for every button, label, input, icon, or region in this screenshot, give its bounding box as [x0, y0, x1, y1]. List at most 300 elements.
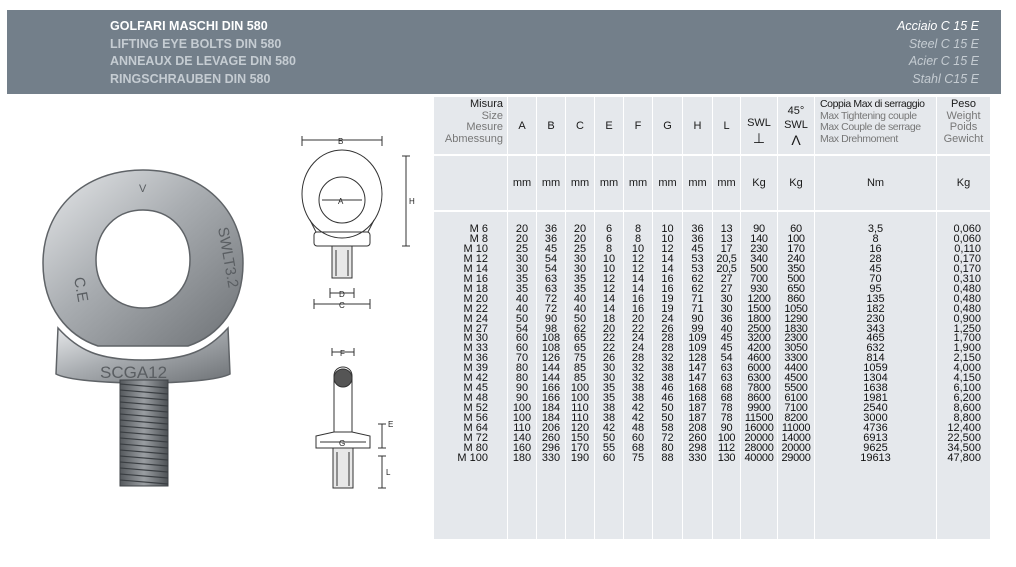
A-cell: 70 [515, 352, 529, 365]
swl-cell: 3200 [747, 332, 771, 345]
A-cell: 54 [515, 322, 529, 335]
B-cell: 36 [544, 232, 558, 245]
G-cell: 10 [661, 232, 674, 245]
torque-cell: 182 [866, 302, 885, 315]
swl45-cell: 650 [787, 282, 805, 295]
H-cell: 168 [688, 392, 707, 405]
weight-cell: 12,400 [947, 422, 981, 435]
swl45-cell: 3300 [784, 352, 808, 365]
G-cell: 24 [661, 312, 674, 325]
B-cell: 144 [541, 372, 561, 385]
H-cell: 109 [688, 342, 707, 355]
G-cell: 14 [661, 252, 674, 265]
material-block [897, 18, 979, 88]
spec-table [434, 97, 990, 539]
weight-column [937, 225, 981, 464]
B-cell: 260 [541, 432, 561, 445]
L-cell: 36 [720, 312, 733, 325]
L-cell: 63 [720, 372, 733, 385]
G-cell: 16 [661, 282, 674, 295]
title-fr: ANNEAUX DE LEVAGE DIN 580 [110, 54, 296, 69]
size-column [434, 225, 488, 464]
swl45-cell: 500 [787, 272, 805, 285]
side-view-section [334, 369, 352, 387]
L-cell: 90 [720, 422, 733, 435]
col-header-a: A [518, 120, 526, 132]
H-cell: 99 [691, 322, 704, 335]
H-cell: 187 [688, 402, 707, 415]
E-cell: 60 [602, 451, 616, 464]
F-cell: 16 [631, 302, 645, 315]
E-cell: 30 [602, 362, 616, 375]
F-cell: 32 [631, 372, 645, 385]
E-cell: 18 [602, 312, 616, 325]
weight-cell: 0,480 [953, 302, 981, 315]
L-cell: 45 [720, 332, 733, 345]
G-cell: 28 [661, 332, 674, 345]
swl45-cell: 1050 [784, 302, 808, 315]
H-cell: 128 [688, 352, 707, 365]
F-cell: 12 [631, 252, 645, 265]
G-cell: 14 [661, 262, 674, 275]
C-cell: 65 [573, 342, 587, 355]
torque-cell: 1059 [863, 362, 888, 375]
unit-e: mm [599, 177, 619, 189]
swl-cell: 40000 [744, 451, 774, 464]
F-cell: 42 [631, 412, 645, 425]
swl45-cell: 350 [787, 262, 805, 275]
swl-cell: 340 [750, 252, 768, 265]
dim-label-l: L [386, 468, 391, 477]
swl-cell: 500 [750, 262, 768, 275]
B-cell: 166 [541, 382, 561, 395]
A-cell: 140 [512, 432, 532, 445]
F-cell: 38 [631, 392, 645, 405]
L-cell: 20,5 [716, 262, 737, 275]
L-cell: 68 [720, 392, 733, 405]
L-cell: 68 [720, 382, 733, 395]
swl45-cell: 100 [787, 232, 805, 245]
G-cell: 50 [661, 402, 674, 415]
torque-cell: 2540 [863, 402, 888, 415]
C-cell: 62 [573, 322, 587, 335]
A-cell: 40 [515, 292, 529, 305]
weight-cell: 1,250 [953, 322, 981, 335]
E-cell: 38 [602, 412, 616, 425]
A-cell: 80 [515, 362, 529, 375]
L-cell: 112 [718, 441, 735, 454]
weight-cell: 8,800 [953, 412, 981, 425]
col-header-swl: SWL ⊥ [747, 117, 771, 146]
H-cell: 147 [688, 372, 707, 385]
weight-cell: 2,150 [953, 352, 981, 365]
swl45-cell: 20000 [781, 441, 811, 454]
B-cell: 63 [544, 272, 558, 285]
weight-cell: 1,700 [953, 332, 981, 345]
E-cell: 35 [602, 382, 616, 395]
G-cell: 58 [661, 422, 674, 435]
L-cell: 17 [720, 242, 733, 255]
E-cell: 22 [602, 342, 616, 355]
B-cell: 45 [544, 242, 558, 255]
title-en: LIFTING EYE BOLTS DIN 580 [110, 36, 282, 51]
size-cell: M 22 [463, 302, 488, 315]
G-cell: 12 [661, 242, 674, 255]
L-cell: 40 [720, 322, 733, 335]
G-cell: 10 [661, 223, 674, 235]
C-cell: 35 [573, 282, 587, 295]
swl45-cell: 4500 [784, 372, 808, 385]
weight-cell: 6,200 [953, 392, 981, 405]
A-cell: 100 [512, 412, 532, 425]
swl-vertical-icon: ⊥ [752, 130, 766, 146]
torque-cell: 95 [869, 282, 882, 295]
E-cell: 12 [602, 272, 616, 285]
H-cell: 53 [691, 252, 704, 265]
torque-cell: 3,5 [867, 223, 884, 235]
marking-bottom: SCGA12 [100, 363, 168, 382]
swl-cell: 2500 [747, 322, 771, 335]
torque-cell: 1304 [863, 372, 888, 385]
swl45-cell: 1830 [784, 322, 808, 335]
torque-cell: 465 [866, 332, 885, 345]
swl-cell: 6300 [747, 372, 771, 385]
size-cell: M 30 [463, 332, 488, 345]
size-cell: M 20 [463, 292, 488, 305]
marking-top: V [139, 183, 147, 195]
size-cell: M 18 [463, 282, 488, 295]
F-cell: 20 [631, 312, 645, 325]
swl45-cell: 1290 [784, 312, 808, 325]
weight-cell: 4,150 [953, 372, 981, 385]
swl-cell: 1200 [747, 292, 771, 305]
H-cell: 36 [691, 232, 704, 245]
torque-cell: 19613 [860, 451, 891, 464]
swl-cell: 16000 [744, 422, 774, 435]
B-cell: 54 [544, 262, 558, 275]
A-cell: 60 [515, 332, 529, 345]
weight-cell: 4,000 [953, 362, 981, 375]
C-cell: 110 [571, 412, 589, 425]
swl-cell: 700 [750, 272, 768, 285]
F-cell: 68 [631, 441, 645, 454]
A-cell: 30 [515, 262, 529, 275]
torque-cell: 6913 [863, 432, 888, 445]
swl-column [741, 225, 777, 464]
dim-label-c: C [339, 301, 345, 310]
L-cell: 13 [720, 232, 733, 245]
G-cell: 46 [661, 382, 674, 395]
weight-cell: 0,310 [953, 272, 981, 285]
L-cell: 13 [720, 223, 733, 235]
F-cell: 24 [631, 342, 645, 355]
swl45-cell: 5500 [784, 382, 808, 395]
F-cell: 12 [631, 262, 645, 275]
eye-bolt-photo [38, 168, 248, 498]
torque-cell: 1638 [863, 382, 888, 395]
side-view-shank [333, 448, 353, 488]
F-cell: 10 [631, 242, 645, 255]
c-column [566, 225, 594, 464]
B-cell: 184 [541, 412, 561, 425]
torque-cell: 9625 [863, 441, 888, 454]
dim-label-f: F [340, 349, 345, 358]
H-cell: 45 [691, 242, 704, 255]
h-column [683, 225, 712, 464]
torque-cell: 4736 [863, 422, 888, 435]
swl45-cell: 7100 [784, 402, 808, 415]
A-cell: 160 [512, 441, 532, 454]
G-cell: 19 [661, 302, 674, 315]
size-cell: M 64 [463, 422, 488, 435]
swl-cell: 7800 [747, 382, 771, 395]
C-cell: 40 [573, 292, 587, 305]
E-cell: 30 [602, 372, 616, 385]
B-cell: 126 [541, 352, 561, 365]
weight-cell: 22,500 [947, 432, 981, 445]
L-cell: 20,5 [716, 252, 737, 265]
F-cell: 48 [631, 422, 645, 435]
B-cell: 90 [544, 312, 558, 325]
eye-ring [43, 170, 243, 346]
C-cell: 65 [573, 332, 587, 345]
C-cell: 40 [573, 302, 587, 315]
swl-cell: 1500 [747, 302, 771, 315]
B-cell: 63 [544, 282, 558, 295]
G-cell: 46 [661, 392, 674, 405]
torque-cell: 3000 [863, 412, 888, 425]
torque-cell: 16 [869, 242, 882, 255]
swl-cell: 4600 [747, 352, 771, 365]
size-cell: M 24 [463, 312, 488, 325]
C-cell: 170 [570, 441, 590, 454]
C-cell: 85 [573, 362, 587, 375]
A-cell: 40 [515, 302, 529, 315]
weight-cell: 0,060 [953, 223, 981, 235]
F-cell: 16 [631, 292, 645, 305]
L-cell: 27 [720, 282, 733, 295]
weight-cell: 1,900 [953, 342, 981, 355]
A-cell: 180 [512, 451, 532, 464]
weight-cell: 0,480 [953, 292, 981, 305]
F-cell: 14 [631, 272, 645, 285]
C-cell: 30 [573, 262, 587, 275]
swl45-cell: 14000 [781, 432, 811, 445]
size-cell: M 16 [463, 272, 488, 285]
torque-cell: 28 [869, 252, 882, 265]
torque-cell: 45 [869, 262, 882, 275]
size-cell: M 6 [469, 223, 488, 235]
swl-cell: 20000 [744, 432, 774, 445]
C-cell: 35 [573, 272, 587, 285]
title-it: GOLFARI MASCHI DIN 580 [110, 19, 268, 33]
E-cell: 6 [605, 223, 613, 235]
dim-label-d: D [339, 290, 345, 299]
material-en: Steel C 15 E [908, 36, 979, 51]
C-cell: 85 [573, 372, 587, 385]
B-cell: 206 [541, 422, 561, 435]
size-cell: M 42 [463, 372, 488, 385]
size-cell: M 36 [463, 352, 488, 365]
B-cell: 296 [541, 441, 561, 454]
torque-cell: 632 [866, 342, 885, 355]
swl-cell: 6000 [747, 362, 771, 375]
torque-cell: 70 [869, 272, 882, 285]
weight-cell: 8,600 [953, 402, 981, 415]
F-cell: 24 [631, 332, 645, 345]
size-cell: M 12 [463, 252, 488, 265]
F-cell: 42 [631, 402, 645, 415]
swl-cell: 11500 [744, 412, 774, 425]
front-view-ring [302, 150, 382, 238]
dim-label-g: G [339, 439, 346, 448]
F-cell: 60 [631, 432, 645, 445]
L-cell: 130 [717, 451, 736, 464]
L-cell: 54 [720, 352, 733, 365]
marking-left: C.E [70, 275, 92, 304]
E-cell: 35 [602, 392, 616, 405]
size-cell: M 33 [463, 342, 488, 355]
weight-cell: 0,900 [953, 312, 981, 325]
C-cell: 20 [573, 232, 587, 245]
size-cell: M 27 [463, 322, 488, 335]
unit-b: mm [541, 177, 561, 189]
swl45-cell: 240 [787, 252, 805, 265]
H-cell: 36 [691, 223, 704, 235]
C-cell: 50 [573, 312, 587, 325]
E-cell: 42 [602, 422, 616, 435]
B-cell: 54 [544, 252, 558, 265]
E-cell: 22 [602, 332, 616, 345]
F-cell: 14 [631, 282, 645, 295]
C-cell: 100 [570, 382, 590, 395]
weight-cell: 0,060 [953, 232, 981, 245]
G-cell: 28 [661, 342, 674, 355]
A-cell: 35 [515, 272, 529, 285]
C-cell: 120 [570, 422, 590, 435]
swl-cell: 140 [750, 232, 768, 245]
L-cell: 78 [720, 412, 733, 425]
title-de: RINGSCHRAUBEN DIN 580 [110, 71, 271, 86]
torque-cell: 135 [866, 292, 885, 305]
G-cell: 50 [661, 412, 674, 425]
G-cell: 72 [661, 432, 674, 445]
title-block [110, 18, 296, 88]
swl45-cell: 6100 [784, 392, 808, 405]
torque-cell: 814 [866, 352, 885, 365]
size-cell: M 14 [463, 262, 488, 275]
B-cell: 108 [541, 332, 561, 345]
G-cell: 38 [661, 372, 674, 385]
size-cell: M 72 [463, 432, 488, 445]
swl-cell: 930 [750, 282, 768, 295]
B-cell: 330 [541, 451, 561, 464]
H-cell: 53 [691, 262, 704, 275]
A-cell: 100 [512, 402, 532, 415]
F-cell: 22 [631, 322, 645, 335]
G-cell: 16 [661, 272, 674, 285]
swl-angle-icon: Λ [791, 132, 801, 148]
L-cell: 45 [720, 342, 733, 355]
A-cell: 80 [515, 372, 529, 385]
A-cell: 90 [515, 392, 529, 405]
L-cell: 78 [720, 402, 733, 415]
weight-cell: 34,500 [947, 441, 981, 454]
swl-cell: 90 [753, 223, 765, 235]
H-cell: 147 [688, 362, 707, 375]
unit-weight: Kg [956, 177, 971, 189]
C-cell: 100 [570, 392, 590, 405]
H-cell: 260 [688, 432, 707, 445]
G-cell: 80 [661, 441, 674, 454]
G-cell: 32 [661, 352, 674, 365]
A-cell: 20 [515, 223, 529, 235]
torque-column [815, 225, 936, 464]
H-cell: 62 [691, 282, 704, 295]
F-cell: 8 [634, 223, 642, 235]
A-cell: 60 [515, 342, 529, 355]
B-cell: 98 [544, 322, 558, 335]
technical-drawing [282, 120, 432, 500]
unit-torque: Nm [866, 177, 885, 189]
weight-cell: 0,110 [954, 242, 981, 255]
E-cell: 14 [602, 292, 616, 305]
A-cell: 25 [515, 242, 529, 255]
F-cell: 75 [631, 451, 645, 464]
L-cell: 30 [720, 292, 733, 305]
f-column [624, 225, 652, 464]
weight-cell: 0,170 [953, 252, 981, 265]
swl45-column [778, 225, 814, 464]
front-view-shank [332, 246, 352, 278]
dim-label-e: E [388, 420, 394, 429]
torque-cell: 343 [866, 322, 885, 335]
swl45-cell: 29000 [781, 451, 811, 464]
L-cell: 27 [720, 272, 733, 285]
H-cell: 71 [691, 302, 704, 315]
swl-cell: 4200 [747, 342, 771, 355]
unit-g: mm [658, 177, 677, 189]
unit-f: mm [628, 177, 648, 189]
L-cell: 63 [720, 362, 733, 375]
B-cell: 166 [541, 392, 561, 405]
swl45-cell: 3050 [784, 342, 808, 355]
swl-cell: 1800 [747, 312, 771, 325]
A-cell: 90 [515, 382, 529, 395]
swl-cell: 28000 [744, 441, 774, 454]
unit-a: mm [512, 177, 532, 189]
E-cell: 6 [605, 232, 613, 245]
weight-cell: 6,100 [953, 382, 981, 395]
B-cell: 72 [544, 292, 558, 305]
weight-header: Peso Weight Poids Gewicht [943, 98, 984, 145]
unit-c: mm [570, 177, 590, 189]
A-cell: 30 [515, 252, 529, 265]
A-cell: 35 [515, 282, 529, 295]
material-de: Stahl C15 E [912, 71, 979, 86]
E-cell: 12 [602, 282, 616, 295]
H-cell: 109 [688, 332, 707, 345]
E-cell: 26 [602, 352, 616, 365]
E-cell: 20 [602, 322, 616, 335]
col-header-swl45: 45° SWL Λ [784, 105, 808, 148]
weight-cell: 0,170 [953, 262, 981, 275]
swl45-cell: 11000 [781, 422, 811, 435]
b-column [537, 225, 565, 464]
size-cell: M 45 [463, 382, 488, 395]
E-cell: 8 [605, 242, 613, 255]
H-cell: 208 [688, 422, 707, 435]
